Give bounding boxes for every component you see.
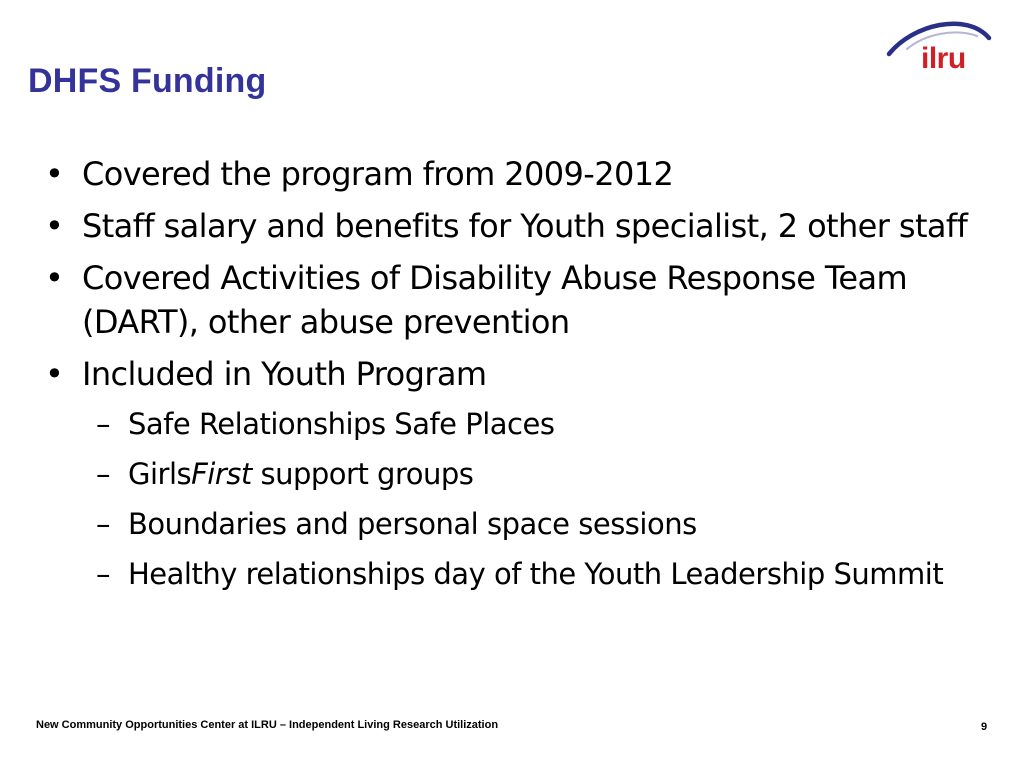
bullet-item <box>0 352 1024 396</box>
bullet-text: Covered the program from 2009-2012 <box>82 155 674 193</box>
bullet-text: Covered Activities of Disability Abuse Response Team (DART), other abuse prevention <box>82 259 908 341</box>
logo-text: ilru <box>921 42 966 75</box>
sub-bullet-item <box>0 504 1024 544</box>
sub-bullet-item <box>0 404 1024 444</box>
bullet-text: Included in Youth Program <box>82 355 487 393</box>
page-number: 9 <box>981 721 988 733</box>
bullet-item <box>0 152 1024 196</box>
dash-symbol: – <box>96 407 110 441</box>
bullet-symbol: • <box>45 355 64 393</box>
bullet-item <box>0 204 1024 248</box>
bullet-item <box>0 256 1024 344</box>
sub-bullet-item <box>0 554 1024 594</box>
ilru-logo <box>885 16 995 76</box>
bullet-text: Staff salary and benefits for Youth specialist, 2 other staff <box>82 207 968 245</box>
slide-title: DHFS Funding <box>28 62 267 100</box>
sub-bullet-suffix: support groups <box>251 457 474 491</box>
slide-body <box>0 152 1024 604</box>
footer-text: New Community Opportunities Center at ILRU – Independent Living Research Utilization <box>36 719 499 731</box>
dash-symbol: – <box>96 457 110 491</box>
bullet-symbol: • <box>45 259 64 297</box>
sub-bullet-text: Safe Relationships Safe Places <box>128 407 555 441</box>
sub-bullet-text: Healthy relationships day of the Youth Leadership Summit <box>128 557 944 591</box>
sub-bullet-item <box>0 454 1024 494</box>
dash-symbol: – <box>96 507 110 541</box>
sub-bullet-text: Boundaries and personal space sessions <box>128 507 697 541</box>
sub-bullet-italic: First <box>191 457 252 491</box>
bullet-symbol: • <box>45 207 64 245</box>
bullet-symbol: • <box>45 155 64 193</box>
dash-symbol: – <box>96 557 110 591</box>
sub-bullet-prefix: Girls <box>128 457 192 491</box>
